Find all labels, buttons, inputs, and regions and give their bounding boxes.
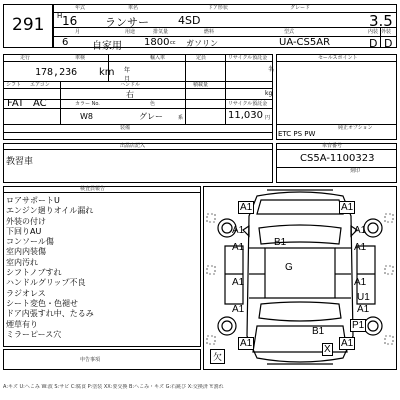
lot-number: 291: [12, 15, 45, 35]
marker-rear-x: X: [324, 344, 331, 355]
equipment-caption: 純正オプション: [338, 125, 373, 131]
marker-rear-b1: B1: [312, 326, 325, 337]
handle-value: 右: [126, 90, 134, 99]
load-unit: kg: [265, 90, 273, 97]
inspector-note-item: 室内汚れ: [6, 257, 38, 267]
color-code: W8: [80, 112, 93, 121]
inspection-year-label: 年: [124, 67, 131, 74]
recycle-fee: 11,030: [228, 110, 263, 121]
exterior-grade: D: [384, 37, 393, 50]
shift-value: FAT: [7, 98, 25, 109]
displacement-value: 1800: [144, 37, 170, 48]
marker-lower-a3: A1: [354, 277, 367, 288]
seats-caption: 定員: [196, 55, 207, 61]
fuel-caption: 燃料: [204, 29, 215, 35]
marker-g: G: [285, 262, 293, 273]
inspector-note-item: ミラーピース穴: [6, 329, 62, 339]
make-model: ランサー: [105, 16, 149, 29]
marker-p1: P1: [352, 320, 365, 331]
fuel-value: ガソリン: [186, 39, 218, 48]
marker-right-a1: A1: [354, 225, 367, 236]
inspector-notes-list: [6, 196, 196, 340]
mileage-value: 178,236: [35, 67, 78, 78]
marker-u1: U1: [357, 292, 370, 303]
import-caption: 輸入車: [150, 55, 166, 61]
chassis-number: CS5A-1100323: [300, 153, 375, 164]
inspector-note-item: ラジオレス: [6, 288, 46, 298]
options-caption: 装備: [120, 125, 131, 131]
year-caption: 年式: [75, 5, 86, 11]
exterior-caption: 外装: [381, 29, 392, 35]
shift-caption: シフト: [6, 82, 22, 88]
seats-unit: 名: [268, 66, 275, 73]
marker-b1: B1: [274, 237, 287, 248]
declaration-caption: 申告事項: [80, 357, 101, 363]
color-suffix: 系: [178, 115, 184, 121]
inspector-note-item: シート変色・色褪せ: [6, 298, 78, 308]
marker-left-a2: A1: [232, 242, 245, 253]
marker-left-a1: A1: [232, 225, 245, 236]
door-type: 4SD: [178, 14, 201, 27]
marker-a1-side: A1: [357, 304, 370, 315]
ac-caption: エアコン: [30, 82, 50, 88]
color-name: グレー: [139, 112, 163, 121]
notes-value: 教習車: [6, 157, 34, 167]
sheet-mark: 欠: [210, 349, 225, 364]
mileage-caption: 走行: [20, 55, 31, 61]
model-month: 6: [62, 37, 69, 48]
inspection-month-label: 月: [124, 76, 131, 83]
inspector-note-item: 煙草有り: [6, 319, 38, 329]
chassis-note: 刻印: [350, 168, 361, 174]
marker-rear-a1: A1: [240, 338, 253, 349]
mileage-unit: km: [99, 67, 115, 78]
marker-right-a2: A1: [354, 242, 367, 253]
inspector-note-item: エンジン廻りオイル漏れ: [6, 206, 94, 216]
inspector-note-item: 下回りAU: [6, 226, 42, 236]
recycle-caption: リサイクル預託金: [228, 55, 268, 61]
marker-top-right: A1: [341, 202, 354, 213]
auction-score: 3.5: [369, 12, 393, 30]
grade-caption: グレード: [290, 5, 311, 11]
equipment-value: ETC PS PW: [278, 130, 316, 138]
doors-caption: ドア形状: [208, 5, 228, 11]
make-model-caption: 車名: [128, 5, 139, 11]
usage-value: 自家用: [92, 41, 122, 52]
marker-lower-a2: A1: [232, 304, 245, 315]
inspector-note-item: コンソール傷: [6, 237, 54, 247]
color-name-caption: 色: [150, 101, 156, 107]
usage-caption: 用途: [125, 29, 136, 35]
lot-number-box: [3, 4, 53, 48]
inspector-note-item: シフトノブすれ: [6, 268, 62, 278]
era-prefix: H: [57, 12, 63, 20]
inspector-note-item: ロアサポートU: [6, 196, 60, 205]
inspector-note-item: 外装の付け: [6, 216, 46, 226]
interior-caption: 内装: [368, 29, 379, 35]
displacement-caption: 排気量: [153, 29, 169, 35]
color-caption: カラー No.: [75, 101, 100, 107]
model-code-caption: 型式: [284, 29, 295, 35]
marker-lower-a1: A1: [232, 277, 245, 288]
owner-notes-caption: 出品店記入: [120, 143, 146, 149]
inspection-caption: 車検: [75, 55, 86, 61]
inspector-note-item: ドア内張すれ中、たるみ: [6, 309, 94, 319]
declaration-box: [3, 349, 201, 370]
ac-value: AC: [33, 98, 47, 109]
interior-grade: D: [369, 37, 378, 50]
load-caption: 積載量: [193, 82, 209, 88]
displacement-unit: cc: [170, 40, 176, 46]
recycle-unit: 円: [265, 115, 271, 121]
legend-line: A:キズ U:へこみ W:波 S:サビ C:腐食 P:塗装 XX:要交換 B:へこみ・キズ G:石跳び X:交換済 Y:割れ: [3, 384, 224, 390]
marker-rear-a2: A1: [341, 338, 354, 349]
model-year: 16: [62, 14, 78, 28]
month-caption: 月: [75, 29, 81, 35]
sales-point-caption: セールスポイント: [318, 55, 358, 61]
model-code: UA-CS5AR: [279, 37, 331, 48]
inspector-note-item: ハンドルグリップ不良: [6, 278, 86, 288]
sales-point-box: [276, 54, 397, 140]
recycle-caption-2: リサイクル預託金: [228, 101, 268, 107]
chassis-caption: 車台番号: [322, 143, 343, 149]
marker-top-a: A1: [240, 202, 253, 213]
inspector-notes-caption: 検査員報告: [80, 186, 106, 192]
inspector-note-item: 室内内装傷: [6, 247, 46, 257]
handle-caption: ハンドル: [120, 82, 141, 88]
